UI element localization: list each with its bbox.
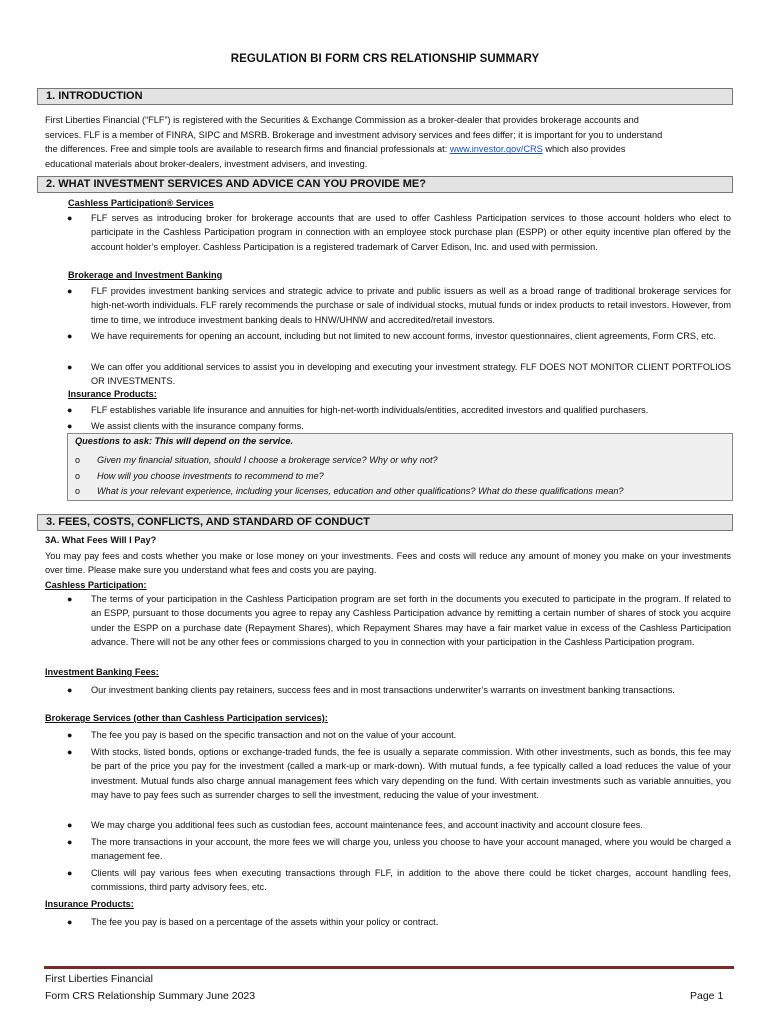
bullet-marker: ● xyxy=(67,820,73,830)
fees-subheading: 3A. What Fees Will I Pay? xyxy=(45,535,157,545)
bullet-marker: ● xyxy=(67,837,73,847)
question-item: What is your relevant experience, including your licenses, education and other qualifications? What do these qualifications mean? xyxy=(97,486,624,496)
footer-firm-name: First Liberties Financial xyxy=(45,973,153,985)
introduction-line: services. FLF is a member of FINRA, SIPC and MSRB. Brokerage and investment advisory services and fees differ; it is important for you to understand xyxy=(45,129,663,140)
introduction-text: the differences. Free and simple tools are available to research firms and financial professionals at: xyxy=(45,144,448,155)
bullet-marker: ● xyxy=(67,286,73,296)
list-item: The fee you pay is based on a percentage of the assets within your policy or contract. xyxy=(91,917,439,927)
question-marker: o xyxy=(75,471,81,481)
bullet-marker: ● xyxy=(67,685,73,695)
bullet-marker: ● xyxy=(67,405,73,415)
fees-banking-subheading: Investment Banking Fees: xyxy=(45,667,159,677)
section-services-heading: 2. WHAT INVESTMENT SERVICES AND ADVICE CAN YOU PROVIDE ME? xyxy=(37,176,733,193)
question-item: Given my financial situation, should I choose a brokerage service? Why or why not? xyxy=(97,455,438,465)
list-item: FLF serves as introducing broker for brokerage accounts that are used to offer Cashless Participation services to those account holders who elect to participate in the Cashless Participation program in connection with an employee stock purchase plan (ESPP) or other equity incentive plan offered by the account holder’s employer. Cashless Participation is a registered trademark of Carver Edison, Inc. and used with permission. xyxy=(91,213,731,252)
bullet-marker: ● xyxy=(67,917,73,927)
bullet-marker: ● xyxy=(67,868,73,878)
fees-brokerage-subheading: Brokerage Services (other than Cashless Participation services): xyxy=(45,713,328,723)
question-marker: o xyxy=(75,455,81,465)
list-item: The fee you pay is based on the specific transaction and not on the value of your account. xyxy=(91,730,457,740)
introduction-line xyxy=(45,142,731,157)
list-item: We have requirements for opening an account, including but not limited to new account forms, investor questionnaires, client agreements, Form CRS, etc. xyxy=(91,331,716,341)
section-introduction-heading: 1. INTRODUCTION xyxy=(37,88,733,105)
footer-document-name: Form CRS Relationship Summary June 2023 xyxy=(45,990,256,1002)
list-item: We can offer you additional services to assist you in developing and executing your investment strategy. FLF DOES NOT MONITOR CLIENT PORTFOLIOS OR INVESTMENTS. xyxy=(91,362,731,387)
insurance-products-subheading: Insurance Products: xyxy=(68,389,157,399)
questions-to-ask-title: Questions to ask: This will depend on the service. xyxy=(75,436,293,446)
question-marker: o xyxy=(75,486,81,496)
fees-insurance-subheading: Insurance Products: xyxy=(45,899,134,909)
footer-page-number: Page 1 xyxy=(690,990,724,1002)
bullet-marker: ● xyxy=(67,747,73,757)
question-item: How will you choose investments to recommend to me? xyxy=(97,471,324,481)
list-item: The terms of your participation in the Cashless Participation program are set forth in the documents you executed to participate in the program. If related to an ESPP, pursuant to those documents you agree to repay any Cashless Participation advance by remitting a certain number of shares of stock you acquire under the ESPP on a purchase date (Repayment Shares), which Repayment Shares may have a fair market value in excess of the Cashless Participation advance. There will not be any other fees or commissions charged to you in connection with your participation in the Cashless Participation program. xyxy=(91,594,731,647)
investor-gov-link[interactable]: www.investor.gov/CRS xyxy=(449,144,543,155)
bullet-marker: ● xyxy=(67,362,73,372)
fees-intro-paragraph: You may pay fees and costs whether you make or lose money on your investments. Fees and costs will reduce any amount of money you make on your investments over time. Please make sure you understand what fees and costs you are paying. xyxy=(45,551,731,576)
fees-cashless-subheading: Cashless Participation: xyxy=(45,580,147,590)
list-item: Clients will pay various fees when executing transactions through FLF, in addition to the above there could be ticket charges, account handling fees, commissions, third party advisory fees, etc. xyxy=(91,868,731,893)
introduction-text: which also provides xyxy=(545,144,626,155)
document-title: REGULATION BI FORM CRS RELATIONSHIP SUMMARY xyxy=(230,53,540,65)
introduction-line: educational materials about broker-dealers, investment advisers, and investing. xyxy=(45,159,368,170)
section-fees-heading: 3. FEES, COSTS, CONFLICTS, AND STANDARD OF CONDUCT xyxy=(37,514,733,531)
bullet-marker: ● xyxy=(67,730,73,740)
bullet-marker: ● xyxy=(67,594,73,604)
list-item: FLF provides investment banking services and strategic advice to private and public issuers as well as a broad range of traditional brokerage services for high-net-worth individuals. FLF rarely recommends the purchase or sale of individual stocks, mutual funds or index products to retail investors. However, from time to time, we introduce investment banking deals to HNW/UHNW and accredited/retail investors. xyxy=(91,286,731,325)
list-item: FLF establishes variable life insurance and annuities for high-net-worth individuals/entities, accredited investors and qualified purchasers. xyxy=(91,405,649,415)
list-item: Our investment banking clients pay retainers, success fees and in most transactions underwriter’s warrants on investment banking transactions. xyxy=(91,685,675,695)
cashless-services-subheading: Cashless Participation® Services xyxy=(68,198,214,208)
brokerage-banking-subheading: Brokerage and Investment Banking xyxy=(68,270,223,280)
introduction-line: First Liberties Financial (“FLF”) is registered with the Securities & Exchange Commission as a broker-dealer that provides brokerage accounts and xyxy=(45,115,639,125)
list-item: We assist clients with the insurance company forms. xyxy=(91,421,304,431)
bullet-marker: ● xyxy=(67,331,73,341)
list-item: We may charge you additional fees such as custodian fees, account maintenance fees, and account inactivity and account closure fees. xyxy=(91,820,643,830)
bullet-marker: ● xyxy=(67,213,73,223)
list-item: With stocks, listed bonds, options or exchange-traded funds, the fee is usually a separate commission. With other investments, such as bonds, this fee may be part of the price you pay for the investment (called a mark-up or mark-down). With mutual funds, a fee typically called a load reduces the value of your investment. Mutual funds also charge annual management fees which vary depending on the fund. With certain investments such as variable annuities, you may have to pay fees such as surrender charges to sell the investment, reducing the value of your investment. xyxy=(91,747,731,800)
footer-divider xyxy=(44,966,734,969)
introduction-paragraph xyxy=(45,113,731,172)
list-item: The more transactions in your account, the more fees we will charge you, unless you choose to have your account managed, where you would be charged a management fee. xyxy=(91,837,731,862)
bullet-marker: ● xyxy=(67,421,73,431)
